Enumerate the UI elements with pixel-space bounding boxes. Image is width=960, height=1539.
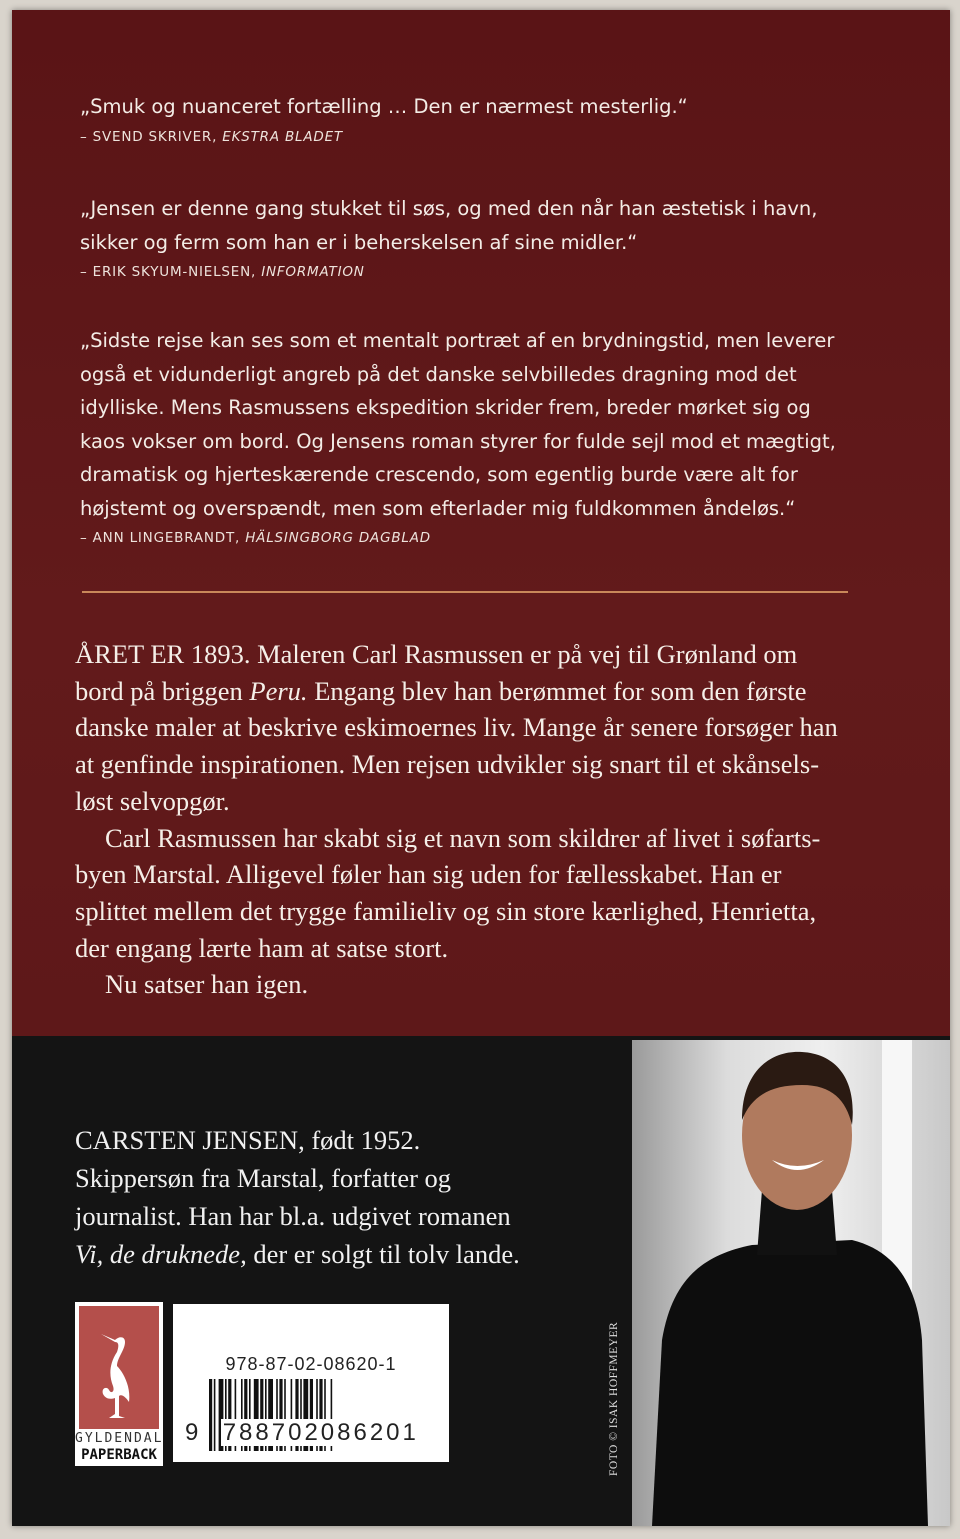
blurb-line	[75, 673, 838, 710]
reviewer: – ANN LINGEBRANDT,	[80, 530, 241, 546]
quote-attribution	[80, 259, 817, 285]
blurb-line: splittet mellem det trygge familieliv og sin store kærlighed, Henrietta,	[75, 895, 817, 926]
blurb	[75, 636, 838, 1003]
barcode-digits	[185, 1419, 421, 1447]
blurb-line: løst selvopgør.	[75, 785, 230, 816]
blurb-line: ÅRET ER 1893. Maleren Carl Rasmussen er på vej til Grønland om	[75, 639, 798, 669]
divider-rule	[82, 591, 848, 593]
quote-attribution	[80, 525, 836, 551]
bio-line: Skippersøn fra Marstal, forfatter og	[75, 1163, 452, 1193]
publisher-logo	[75, 1302, 163, 1466]
isbn-barcode	[173, 1304, 449, 1462]
reviewer: – ERIK SKYUM-NIELSEN,	[80, 264, 257, 280]
barcode-number: 788702086201	[222, 1419, 419, 1446]
quote-line: dramatisk og hjerteskærende crescendo, som egentlig burde være alt for	[80, 463, 798, 486]
imprint-name: PAPERBACK	[81, 1447, 157, 1463]
publication: HÄLSINGBORG DAGBLAD	[245, 530, 431, 546]
reviewer: – SVEND SKRIVER,	[80, 128, 218, 145]
photo-credit: FOTO © ISAK HOFFMEYER	[608, 1321, 620, 1476]
novel-title: Vi, de druknede,	[75, 1239, 247, 1269]
author-section	[12, 1036, 950, 1526]
publication: INFORMATION	[261, 264, 365, 280]
bio-line: journalist. Han har bl.a. udgivet romanen	[75, 1201, 511, 1231]
bio-line: CARSTEN JENSEN, født 1952.	[75, 1125, 421, 1155]
blurb-line: Carl Rasmussen har skabt sig et navn som skildrer af livet i søfarts-	[105, 822, 821, 853]
quote-line: „Sidste rejse kan ses som et mentalt portræt af en brydningstid, men leverer	[80, 329, 835, 352]
review-quote-2	[80, 192, 817, 285]
quote-line: idylliske. Mens Rasmussens ekspedition skrider frem, breder mørket sig og	[80, 396, 811, 419]
book-back-cover	[12, 10, 950, 1526]
publisher-name: GYLDENDAL	[75, 1431, 164, 1446]
blurb-line: at genfinde inspirationen. Men rejsen udvikler sig snart til et skånsels-	[75, 749, 820, 780]
ship-name: Peru.	[249, 675, 308, 706]
bio-text: der er solgt til tolv lande.	[246, 1239, 520, 1269]
review-quote-1	[80, 90, 688, 150]
author-photo	[632, 1040, 950, 1526]
quote-line: også et vidunderligt angreb på det danske selvbilledes dragning mod det	[80, 362, 797, 386]
blurb-line: der engang lærte ham at satse stort.	[75, 932, 449, 963]
blurb-text: Engang blev han berømmet for som den første	[307, 675, 807, 706]
barcode-first-digit: 9	[185, 1419, 202, 1446]
maroon-section	[12, 10, 950, 1036]
crane-icon	[79, 1306, 159, 1429]
bio-line	[75, 1235, 520, 1273]
blurb-text: bord på briggen	[75, 675, 250, 706]
isbn-text: 978-87-02-08620-1	[225, 1354, 397, 1374]
blurb-line: danske maler at beskrive eskimoernes liv. Mange år senere forsøger han	[75, 712, 838, 743]
blurb-line: Nu satser han igen.	[105, 969, 309, 1000]
author-bio	[75, 1121, 520, 1273]
author-portrait	[632, 1040, 950, 1526]
quote-line: kaos vokser om bord. Og Jensens roman styrer for fulde sejl mod et mægtigt,	[80, 429, 836, 453]
review-quote-3	[80, 324, 836, 551]
quote-line: „Smuk og nuanceret fortælling … Den er nærmest mesterlig.“	[80, 95, 688, 118]
blurb-line: byen Marstal. Alligevel føler han sig uden for fællesskabet. Han er	[75, 859, 782, 890]
quote-attribution	[80, 124, 688, 150]
quote-line: sikker og ferm som han er i beherskelsen af sine midler.“	[80, 230, 638, 254]
publication: EKSTRA BLADET	[222, 128, 343, 145]
quote-line: „Jensen er denne gang stukket til søs, og med den når han æstetisk i havn,	[80, 197, 818, 220]
quote-line: højstemt og overspændt, men som efterlader mig fuldkommen åndeløs.“	[80, 496, 796, 520]
